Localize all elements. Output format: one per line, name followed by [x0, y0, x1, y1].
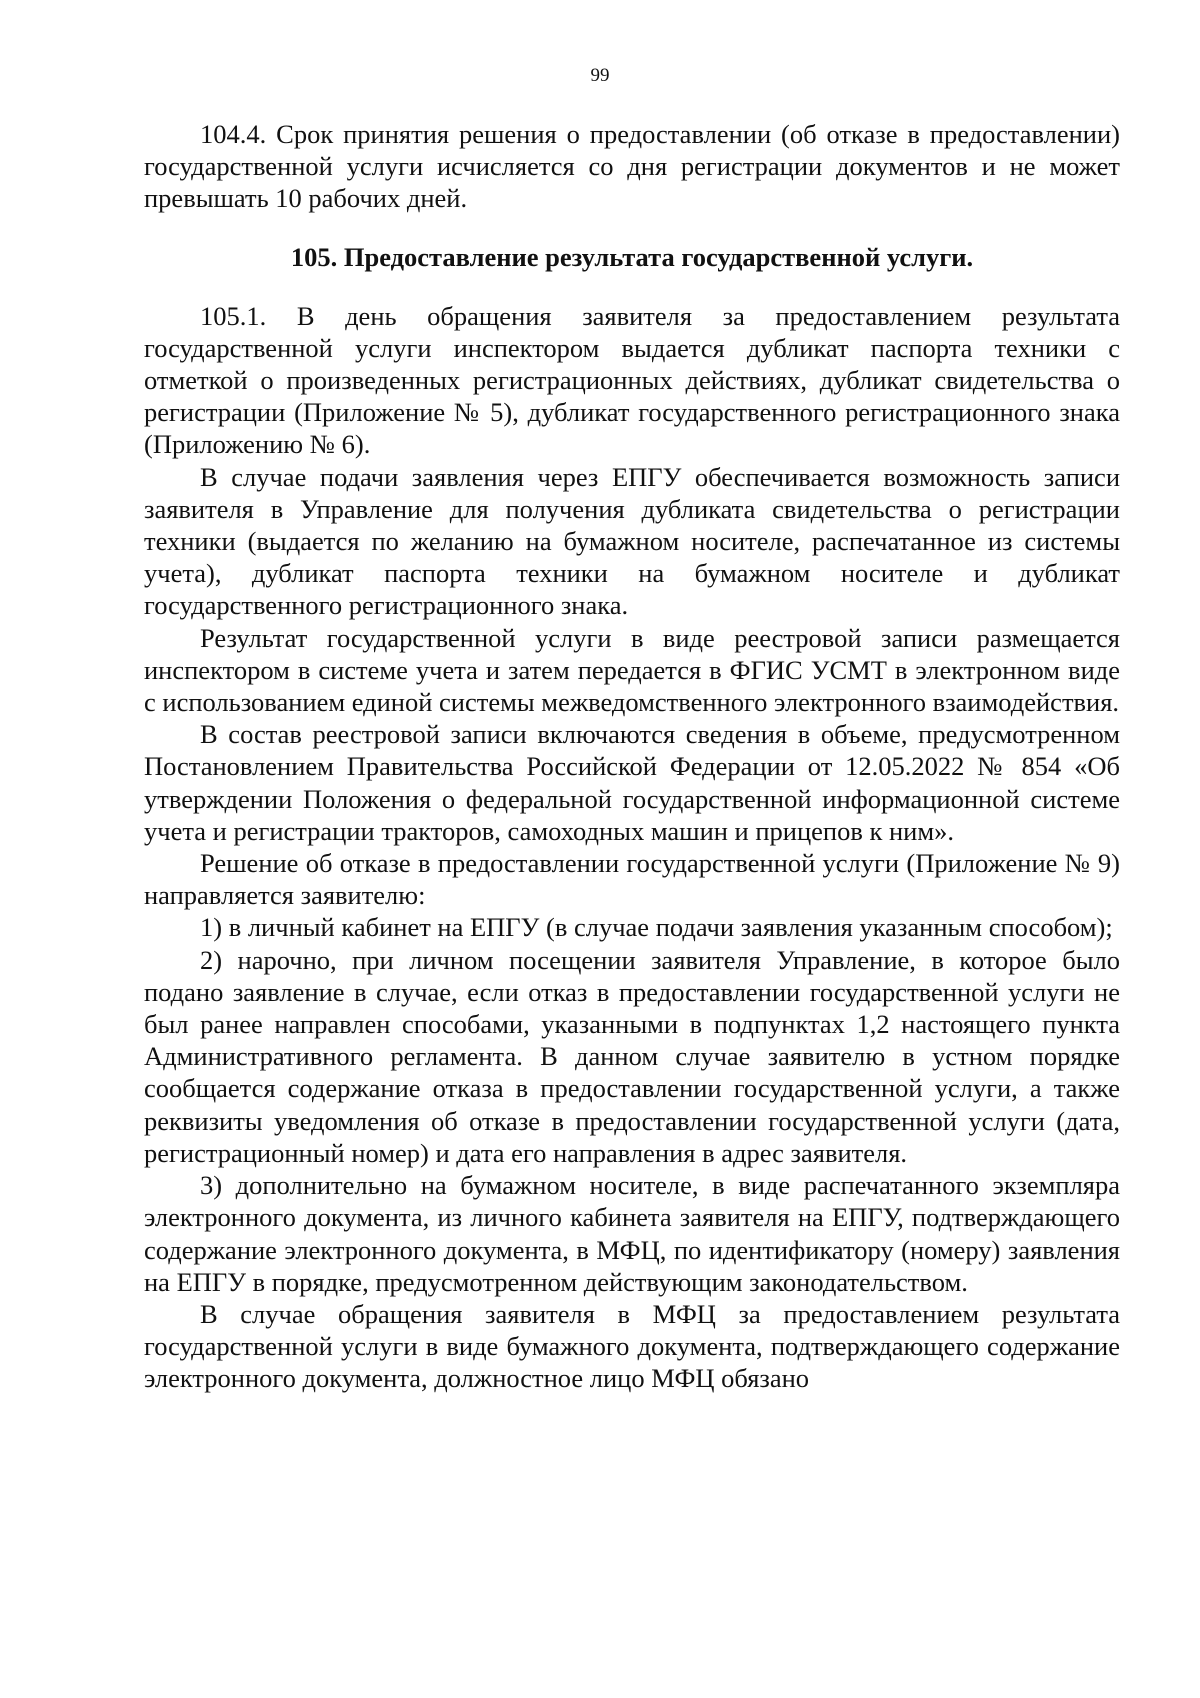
- paragraph-epgu-booking: В случае подачи заявления через ЕПГУ обеспечивается возможность записи заявителя в Управление для получения дубликата свидетельства о регистрации техники (выдается по желанию на бумажном носителе, распечатанное из системы учета), дубликат паспорта техники на бумажном носителе и дубликат государственного регистрационного знака.: [144, 461, 1120, 621]
- paragraph-refusal-decision: Решение об отказе в предоставлении государственной услуги (Приложение № 9) направляется заявителю:: [144, 848, 1120, 911]
- paragraph-registry-record: Результат государственной услуги в виде реестровой записи размещается инспектором в системе учета и затем передается в ФГИС УСМТ в электронном виде с использованием единой системы межведомственного электронного взаимодействия.: [144, 622, 1120, 718]
- list-item-1: 1) в личный кабинет на ЕПГУ (в случае подачи заявления указанным способом);: [200, 912, 1113, 943]
- paragraph-104-4: 104.4. Срок принятия решения о предоставлении (об отказе в предоставлении) государственной услуги исчисляется со дня регистрации документов и не может превышать 10 рабочих дней.: [144, 119, 1120, 214]
- paragraph-105-1: 105.1. В день обращения заявителя за предоставлением результата государственной услуги инспектором выдается дубликат паспорта техники с отметкой о произведенных регистрационных действиях, дубликат свидетельства о регистрации (Приложение № 5), дубликат государственного регистрационного знака (Приложению № 6).: [144, 300, 1120, 460]
- list-item-3: 3) дополнительно на бумажном носителе, в виде распечатанного экземпляра электронного документа, из личного кабинета заявителя на ЕПГУ, подтверждающего содержание электронного документа, в МФЦ, по идентификатору (номеру) заявления на ЕПГУ в порядке, предусмотренном действующим законодательством.: [144, 1170, 1120, 1297]
- paragraph-mfc-request: В случае обращения заявителя в МФЦ за предоставлением результата государственной услуги в виде бумажного документа, подтверждающего содержание электронного документа, должностное лицо МФЦ обязано: [144, 1298, 1120, 1394]
- section-title: 105. Предоставление результата государственной услуги.: [290, 241, 974, 272]
- list-item-2: 2) нарочно, при личном посещении заявителя Управление, в которое было подано заявление в случае, если отказ в предоставлении государственной услуги не был ранее направлен способами, указанными в подпунктах 1,2 настоящего пункта Административного регламента. В данном случае заявителю в устном порядке сообщается содержание отказа в предоставлении государственной услуги, а также реквизиты уведомления об отказе в предоставлении государственной услуги (дата, регистрационный номер) и дата его направления в адрес заявителя.: [144, 944, 1120, 1168]
- document-body: [144, 118, 1120, 1395]
- paragraph-registry-contents: В состав реестровой записи включаются сведения в объеме, предусмотренном Постановлением Правительства Российской Федерации от 12.05.2022 № 854 «Об утверждении Положения о федеральной государственной информационной системе учета и регистрации тракторов, самоходных машин и прицепов к ним».: [144, 719, 1120, 846]
- page-number: 99: [590, 65, 610, 86]
